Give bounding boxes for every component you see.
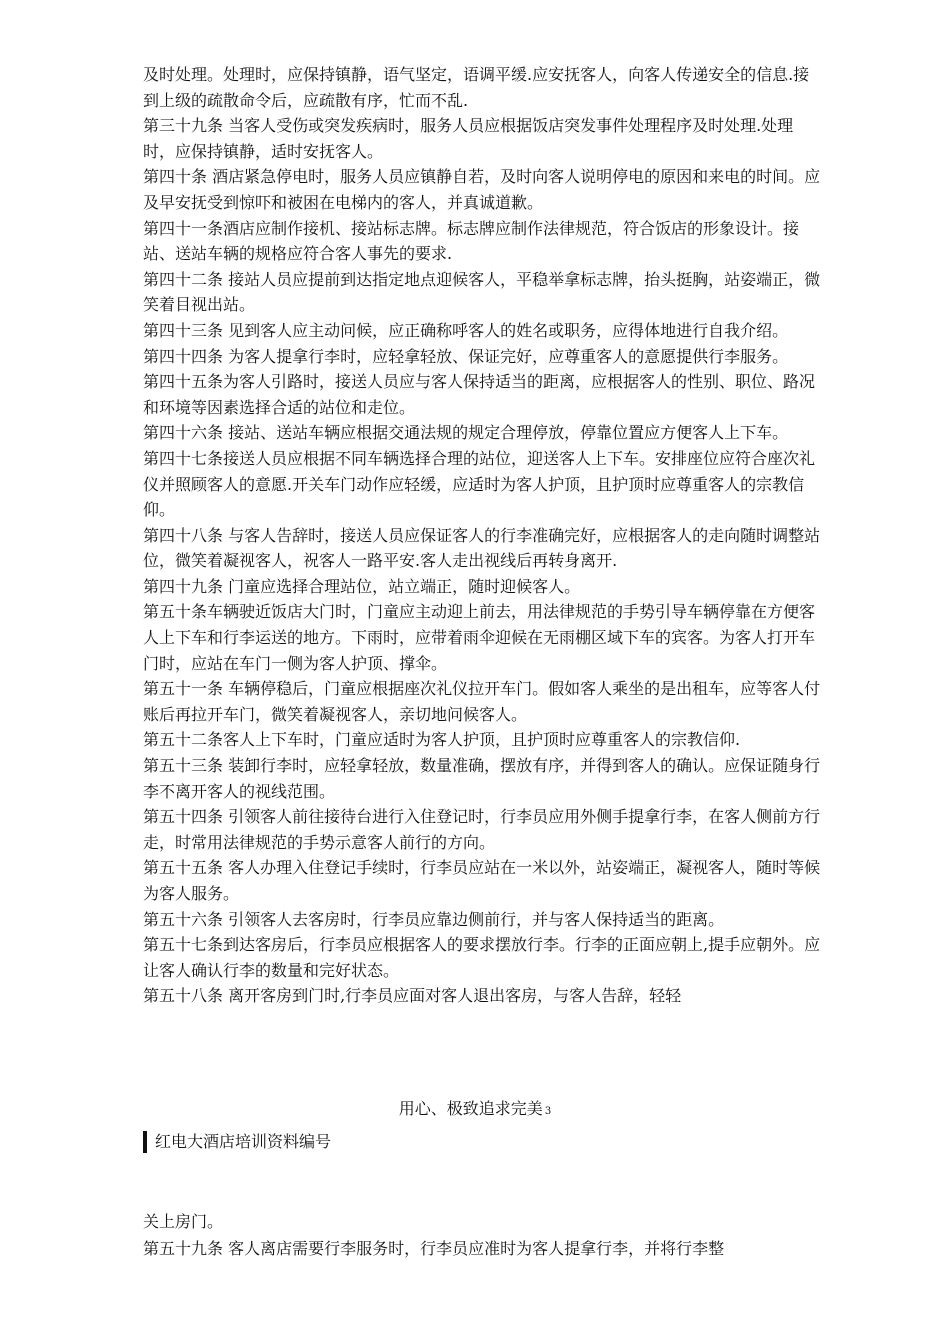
header-bar <box>143 1131 147 1153</box>
paragraph: 关上房门。 <box>143 1212 224 1231</box>
paragraph: 第五十条车辆驶近饭店大门时，门童应主动迎上前去，用法律规范的手势引导车辆停靠在方便客人上下车和行李运送的地方。下雨时，应带着雨伞迎候在无雨棚区域下车的宾客。为客人打开车门时，应站在车门一侧为客人护顶、撑伞。 <box>143 602 816 673</box>
page-footer <box>0 1097 950 1124</box>
page1-body <box>143 62 823 1009</box>
paragraph: 第五十三条 装卸行李时，应轻拿轻放，数量准确，摆放有序，并得到客人的确认。应保证随身行李不离开客人的视线范围。 <box>143 756 821 801</box>
page-number: 3 <box>544 1106 552 1117</box>
paragraph: 第三十九条 当客人受伤或突发疾病时，服务人员应根据饭店突发事件处理程序及时处理.处理时，应保持镇静，适时安抚客人。 <box>143 116 794 161</box>
paragraph: 第五十七条到达客房后，行李员应根据客人的要求摆放行李。行李的正面应朝上,提手应朝外。应让客人确认行李的数量和完好状态。 <box>143 935 821 980</box>
paragraph: 第四十条 酒店紧急停电时，服务人员应镇静自若，及时向客人说明停电的原因和来电的时间。应及早安抚受到惊吓和被困在电梯内的客人，并真诚道歉。 <box>143 167 821 212</box>
page2-body <box>143 1208 823 1262</box>
paragraph: 第五十一条 车辆停稳后，门童应根据座次礼仪拉开车门。假如客人乘坐的是出租车，应等客人付账后再拉开车门，微笑着凝视客人，亲切地问候客人。 <box>143 679 821 724</box>
paragraph: 第四十四条 为客人提拿行李时，应轻拿轻放、保证完好，应尊重客人的意愿提供行李服务。 <box>143 346 789 366</box>
paragraph: 第五十五条 客人办理入住登记手续时，行李员应站在一米以外，站姿端正，凝视客人，随时等候为客人服务。 <box>143 858 821 903</box>
page-header <box>143 1130 331 1154</box>
paragraph: 第四十五条为客人引路时，接送人员应与客人保持适当的距离，应根据客人的性别、职位、路况和环境等因素选择合适的站位和走位。 <box>143 372 816 417</box>
paragraph: 第四十二条 接站人员应提前到达指定地点迎候客人，平稳举拿标志牌，抬头挺胸，站姿端正，微笑着目视出站。 <box>143 269 821 315</box>
paragraph: 第四十六条 接站、送站车辆应根据交通法规的规定合理停放，停靠位置应方便客人上下车。 <box>143 423 789 443</box>
paragraph: 第五十六条 引领客人去客房时，行李员应靠边侧前行，并与客人保持适当的距离。 <box>143 909 725 929</box>
paragraph: 第五十八条 离开客房到门时,行李员应面对客人退出客房，与客人告辞，轻轻 <box>143 986 682 1006</box>
paragraph: 第五十九条 客人离店需要行李服务时，行李员应准时为客人提拿行李，并将行李整 <box>143 1239 725 1258</box>
paragraph: 第四十三条 见到客人应主动问候，应正确称呼客人的姓名或职务，应得体地进行自我介绍。 <box>143 320 789 340</box>
paragraph: 第四十一条酒店应制作接机、接站标志牌。标志牌应制作法律规范，符合饭店的形象设计。接站、送站车辆的规格应符合客人事先的要求. <box>143 218 800 264</box>
paragraph: 第四十八条 与客人告辞时，接送人员应保证客人的行李准确完好，应根据客人的走向随时调整站位，微笑着凝视客人，祝客人一路平安.客人走出视线后再转身离开. <box>143 525 821 571</box>
header-title: 红电大酒店培训资料编号 <box>155 1132 332 1151</box>
paragraph: 第四十七条接送人员应根据不同车辆选择合理的站位，迎送客人上下车。安排座位应符合座次礼仪并照顾客人的意愿.开关车门动作应轻缓，应适时为客人护顶，且护顶时应尊重客人的宗教信仰。 <box>143 448 816 520</box>
paragraph: 及时处理。处理时，应保持镇静，语气坚定，语调平缓.应安抚客人，向客人传递安全的信息.接到上级的疏散命令后，应疏散有序，忙而不乱. <box>143 65 810 110</box>
paragraph: 第五十四条 引领客人前往接待台进行入住登记时，行李员应用外侧手提拿行李，在客人侧前方行走，时常用法律规范的手势示意客人前行的方向。 <box>143 807 821 852</box>
paragraph: 第五十二条客人上下车时，门童应适时为客人护顶，且护顶时应尊重客人的宗教信仰. <box>143 730 741 750</box>
footer-slogan: 用心、极致追求完美 <box>398 1099 543 1118</box>
paragraph: 第四十九条 门童应选择合理站位，站立端正，随时迎候客人。 <box>143 576 581 596</box>
